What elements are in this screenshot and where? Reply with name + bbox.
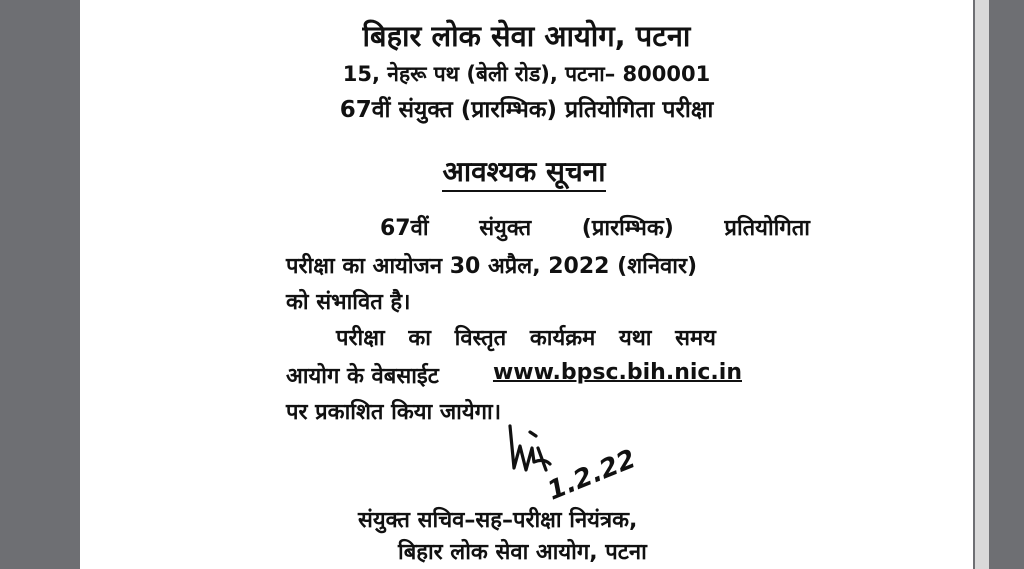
organization-address: 15, नेहरू पथ (बेली रोड), पटना– 800001 xyxy=(342,62,711,86)
para2-line2-text: आयोग के वेबसाईट xyxy=(286,364,439,389)
para1-line3: को संभावित है। xyxy=(286,290,411,315)
para1-word: 67वीं xyxy=(380,216,429,241)
para1-line2: परीक्षा का आयोजन 30 अप्रैल, 2022 (शनिवार) xyxy=(286,254,698,279)
para2-word: का xyxy=(408,326,431,351)
website-link[interactable]: www.bpsc.bih.nic.in xyxy=(492,360,742,385)
signatory-organization: बिहार लोक सेवा आयोग, पटना xyxy=(398,540,647,565)
para2-word: परीक्षा xyxy=(336,326,385,351)
signature-date: 1.2.22 xyxy=(543,444,640,507)
handwritten-signature xyxy=(500,418,640,508)
para2-word: समय xyxy=(675,326,716,351)
para2-line3: पर प्रकाशित किया जायेगा। xyxy=(286,400,502,425)
document-page xyxy=(80,0,973,569)
para2-word: कार्यक्रम xyxy=(529,326,596,351)
para1-line1 xyxy=(366,212,822,242)
para1-word: प्रतियोगिता xyxy=(724,216,810,241)
para1-word: संयुक्त xyxy=(479,216,532,241)
scrollbar-thumb[interactable] xyxy=(975,0,989,569)
para2-line2 xyxy=(286,360,742,390)
viewer-left-margin xyxy=(0,0,80,569)
organization-title: बिहार लोक सेवा आयोग, पटना xyxy=(362,19,691,53)
signatory-designation: संयुक्त सचिव–सह–परीक्षा नियंत्रक, xyxy=(358,508,638,533)
para1-word: (प्रारम्भिक) xyxy=(581,216,674,241)
para2-word: विस्तृत xyxy=(454,326,507,351)
vertical-scrollbar[interactable] xyxy=(973,0,1024,569)
notice-heading xyxy=(424,152,624,190)
exam-title: 67वीं संयुक्त (प्रारम्भिक) प्रतियोगिता परीक्षा xyxy=(339,97,714,123)
para2-line1 xyxy=(336,322,822,352)
notice-heading-text: आवश्यक सूचना xyxy=(442,155,605,192)
para2-word: यथा xyxy=(618,326,652,351)
